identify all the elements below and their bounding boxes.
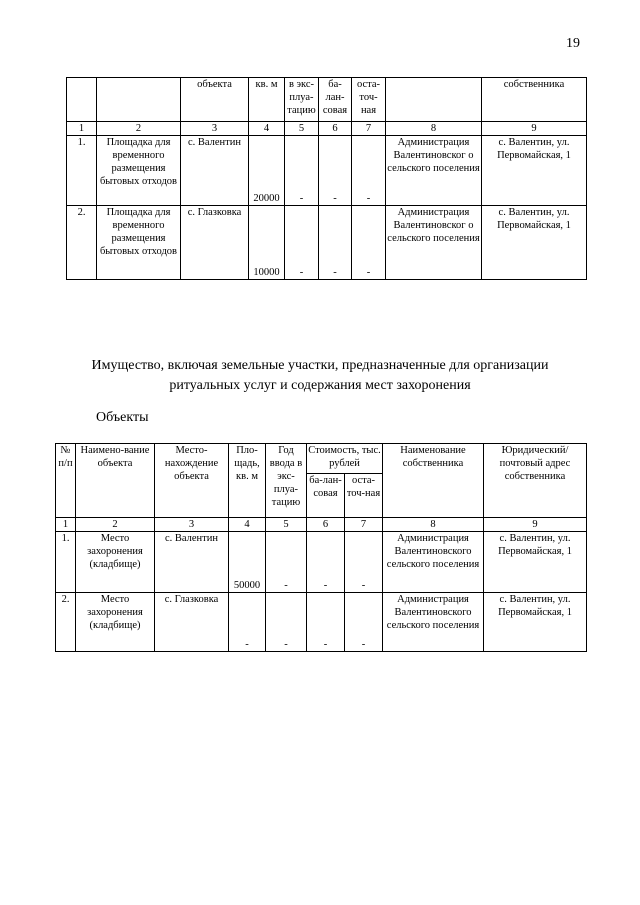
table-header-cell: объекта	[181, 78, 249, 122]
object-area: 50000	[229, 532, 266, 593]
table-row	[56, 593, 587, 652]
table-row	[67, 206, 587, 280]
table-header-cell	[67, 78, 97, 122]
table-header-cell: Наимено-вание объекта	[76, 444, 155, 518]
section-title	[0, 356, 640, 396]
column-number: 7	[345, 518, 383, 532]
balance-cost: -	[319, 206, 352, 280]
column-number: 8	[386, 122, 482, 136]
object-name: Площадка для временного размещения бытовых отходов	[97, 206, 181, 280]
residual-cost: -	[352, 136, 386, 206]
object-name: Место захоронения (кладбище)	[76, 593, 155, 652]
column-number: 4	[229, 518, 266, 532]
table-header-cell: оста-точ-ная	[352, 78, 386, 122]
objects-subheading: Объекты	[96, 410, 149, 425]
owner-name: Администрация Валентиновског о сельского поселения	[386, 206, 482, 280]
section-title-line: ритуальных услуг и содержания мест захоронения	[169, 378, 471, 393]
object-name: Место захоронения (кладбище)	[76, 532, 155, 593]
column-number: 2	[97, 122, 181, 136]
commission-year: -	[266, 593, 307, 652]
column-number: 3	[181, 122, 249, 136]
object-area: -	[229, 593, 266, 652]
table-header-cell: Юридический/ почтовый адрес собственника	[484, 444, 587, 518]
commission-year: -	[285, 206, 319, 280]
column-number: 9	[484, 518, 587, 532]
table-header-cell: Год ввода в экс-плуа-тацию	[266, 444, 307, 518]
residual-cost: -	[345, 593, 383, 652]
column-number: 6	[319, 122, 352, 136]
table-header-cell: Стоимость, тыс. рублей	[307, 444, 383, 474]
owner-name: Администрация Валентиновского сельского поселения	[383, 593, 484, 652]
balance-cost: -	[307, 593, 345, 652]
column-number: 8	[383, 518, 484, 532]
object-location: с. Глазковка	[155, 593, 229, 652]
waste-sites-table	[66, 77, 587, 280]
column-number: 4	[249, 122, 285, 136]
table-row	[67, 136, 587, 206]
table-header-row	[56, 444, 587, 474]
table-row	[56, 532, 587, 593]
table-header-cell: № п/п	[56, 444, 76, 518]
table-header-cell: кв. м	[249, 78, 285, 122]
column-number: 7	[352, 122, 386, 136]
table-header-cell: ба-лан-совая	[319, 78, 352, 122]
owner-address: с. Валентин, ул. Первомайская, 1	[484, 593, 587, 652]
commission-year: -	[266, 532, 307, 593]
object-area: 20000	[249, 136, 285, 206]
column-number: 1	[67, 122, 97, 136]
column-number-row	[56, 518, 587, 532]
table-header-cell	[386, 78, 482, 122]
owner-name: Администрация Валентиновског о сельского поселения	[386, 136, 482, 206]
column-number: 6	[307, 518, 345, 532]
object-location: с. Валентин	[155, 532, 229, 593]
page-number: 19	[566, 36, 580, 51]
balance-cost: -	[319, 136, 352, 206]
table-header-cell: в экс-плуа-тацию	[285, 78, 319, 122]
object-location: с. Валентин	[181, 136, 249, 206]
table-header-cell: Пло-щадь, кв. м	[229, 444, 266, 518]
residual-cost: -	[345, 532, 383, 593]
object-location: с. Глазковка	[181, 206, 249, 280]
owner-name: Администрация Валентиновского сельского поселения	[383, 532, 484, 593]
object-name: Площадка для временного размещения бытовых отходов	[97, 136, 181, 206]
row-number: 1.	[67, 136, 97, 206]
column-number: 2	[76, 518, 155, 532]
column-number: 5	[266, 518, 307, 532]
column-number: 3	[155, 518, 229, 532]
balance-cost: -	[307, 532, 345, 593]
table-header-cell: собственника	[482, 78, 587, 122]
owner-address: с. Валентин, ул. Первомайская, 1	[482, 206, 587, 280]
object-area: 10000	[249, 206, 285, 280]
table-header-row	[67, 78, 587, 122]
row-number: 2.	[67, 206, 97, 280]
residual-cost: -	[352, 206, 386, 280]
row-number: 1.	[56, 532, 76, 593]
column-number: 9	[482, 122, 587, 136]
commission-year: -	[285, 136, 319, 206]
section-title-line: Имущество, включая земельные участки, предназначенные для организации	[91, 358, 549, 373]
table-header-cell: оста-точ-ная	[345, 474, 383, 518]
column-number-row	[67, 122, 587, 136]
column-number: 5	[285, 122, 319, 136]
table-header-cell: Место-нахождение объекта	[155, 444, 229, 518]
table-header-cell: Наименование собственника	[383, 444, 484, 518]
owner-address: с. Валентин, ул. Первомайская, 1	[482, 136, 587, 206]
table-header-cell: ба-лан-совая	[307, 474, 345, 518]
cemeteries-table	[55, 443, 587, 652]
column-number: 1	[56, 518, 76, 532]
table-header-cell	[97, 78, 181, 122]
owner-address: с. Валентин, ул. Первомайская, 1	[484, 532, 587, 593]
row-number: 2.	[56, 593, 76, 652]
